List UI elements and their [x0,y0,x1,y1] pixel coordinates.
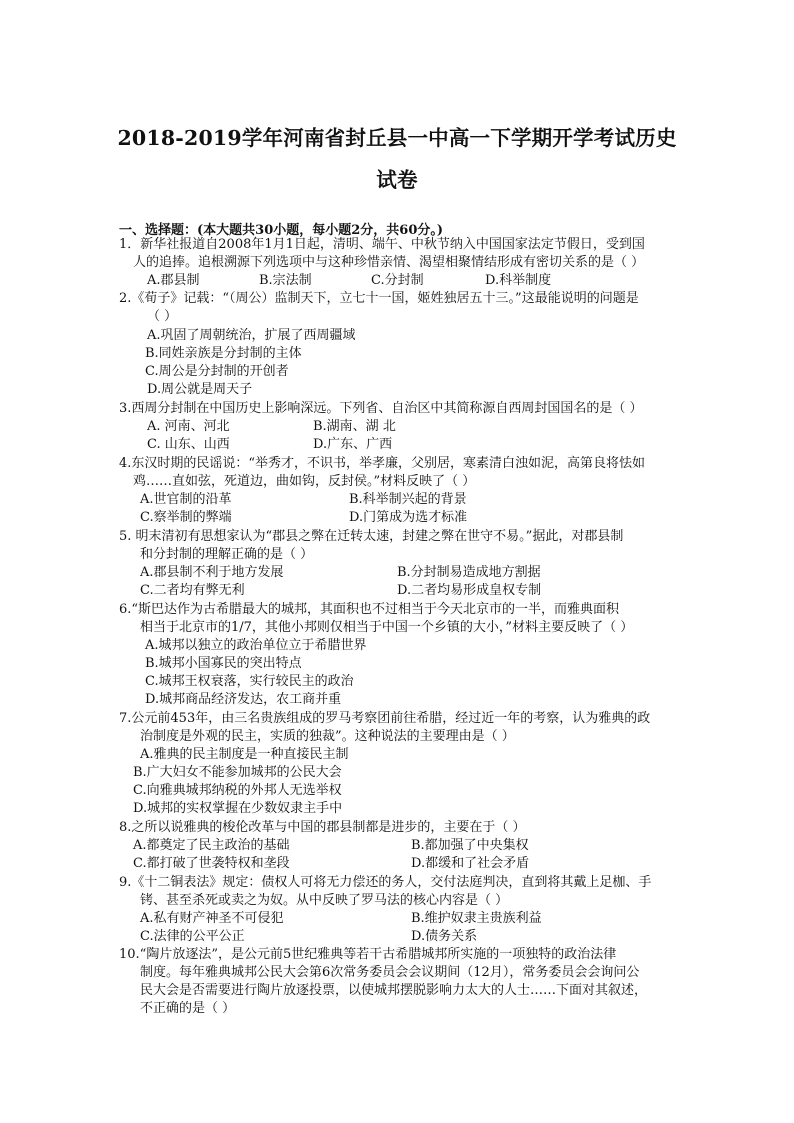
question-4-option-a: A.世官制的沿革 [140,492,232,507]
question-6-option-a: A.城邦以独立的政治单位立于希腊世界 [145,638,367,653]
question-8-option-d: D.都缓和了社会矛盾 [411,856,530,871]
exam-title-line2: 试卷 [376,168,418,192]
question-5-line-2: 和分封制的理解正确的是（ ） [140,547,314,562]
question-3-option-c: C. 山东、山西 [147,437,230,452]
question-6-option-d: D.城邦商品经济发达，农工商并重 [145,692,342,707]
question-9-option-a: A.私有财产神圣不可侵犯 [140,911,284,926]
question-6-line-1: 6.“斯巴达作为古希腊最大的城邦，其面积也不过相当于今天北京市的一半，而雅典面积 [119,602,620,617]
question-4-option-d: D.门第成为选才标准 [349,510,468,525]
question-3-option-d: D.广东、广西 [313,437,393,452]
question-2-line-1: 2.《荀子》记载：“（周公）监制天下，立七十一国，姬姓独居五十三。”这最能说明的问题是 [119,291,639,306]
question-4-option-b: B.科举制兴起的背景 [349,492,467,507]
question-6-option-c: C.城邦王权衰落，实行较民主的政治 [145,674,354,689]
question-4-option-c: C.察举制的弊端 [140,510,232,525]
question-1-line-2: 人的追捧。追根溯源下列选项中与这种珍惜亲情、渴望相聚情结形成有密切关系的是（ ） [133,255,645,270]
question-2-option-a: A.巩固了周朝统治，扩展了西周疆域 [147,328,356,343]
question-5-option-b: B.分封制易造成地方割据 [397,565,541,580]
question-1-option-a: A.郡县制 [147,273,200,288]
question-9-line-2: 铐、甚至杀死或卖之为奴。从中反映了罗马法的核心内容是（ ） [140,893,509,908]
question-3-line-1: 3.西周分封制在中国历史上影响深远。下列省、自治区中其简称源自西周封国国名的是（ ） [119,401,643,416]
question-10-line-4: 不正确的是（ ） [140,1001,236,1016]
question-1-option-c: C.分封制 [371,273,424,288]
question-6-option-b: B.城邦小国寡民的突出特点 [145,656,302,671]
question-1-option-b: B.宗法制 [259,273,312,288]
question-10-line-1: 10.“陶片放逐法”，是公元前5世纪雅典等若干古希腊城邦所实施的一项独特的政治法律 [119,947,617,962]
question-7-option-d: D.城邦的实权掌握在少数奴隶主手中 [133,801,343,816]
question-7-option-b: B.广大妇女不能参加城邦的公民大会 [133,765,342,780]
question-7-line-1: 7.公元前453年，由三名贵族组成的罗马考察团前往希腊，经过近一年的考察，认为雅典的政 [119,711,651,726]
question-4-line-1: 4.东汉时期的民谣说：“举秀才，不识书，举孝廉，父别居，寒素清白浊如泥，高第良将怯如 [119,456,646,471]
question-9-option-b: B.维护奴隶主贵族利益 [411,911,542,926]
question-5-option-c: C.二者均有弊无利 [140,583,245,598]
question-2-option-c: C.周公是分封制的开创者 [145,364,289,379]
section-heading: 一、选择题：(本大题共30小题，每小题2分，共60分。) [119,223,444,238]
question-9-line-1: 9.《十二铜表法》规定：债权人可将无力偿还的务人，交付法庭判决，直到将其戴上足枷、手 [119,875,652,890]
question-2-line-2: （ ） [147,309,178,324]
question-7-option-a: A.雅典的民主制度是一种直接民主制 [140,747,349,762]
question-5-option-d: D.二者均易形成皇权专制 [397,583,542,598]
question-8-option-b: B.都加强了中央集权 [411,838,529,853]
question-1-option-d: D.科举制度 [485,273,552,288]
question-8-option-c: C.都打破了世袭特权和垄段 [133,856,290,871]
question-2-option-d: D.周公就是周天子 [147,382,253,397]
question-5-option-a: A.郡县制不利于地方发展 [140,565,284,580]
question-3-option-b: B.湖南、湖 北 [313,419,396,434]
question-2-option-b: B.同姓亲族是分封制的主体 [145,346,302,361]
question-3-option-a: A. 河南、河北 [147,419,230,434]
question-8-option-a: A.都奠定了民主政治的基础 [133,838,290,853]
question-4-line-2: 鸡……直如弦，死道边，曲如钩，反封侯。”材料反映了（ ） [133,474,476,489]
question-7-line-2: 治制度是外观的民主，实质的独裁”。这种说法的主要理由是（ ） [140,729,515,744]
question-10-line-2: 制度。每年雅典城邦公民大会第6次常务委员会会议期间（12月），常务委员会会询问公 [140,965,640,980]
question-6-line-2: 相当于北京市的1/7，其他小邦则仅相当于中国一个乡镇的大小，”材料主要反映了（ ） [140,620,634,635]
question-5-line-1: 5. 明末清初有思想家认为“郡县之弊在迁转太速，封建之弊在世守不易。”据此，对郡县制 [119,529,624,544]
question-1-line-1: 1．新华社报道自2008年1月1日起，清明、端午、中秋节纳入中国国家法定节假日，受到国 [119,237,645,252]
question-10-line-3: 民大会是否需要进行陶片放逐投票，以使城邦摆脱影响力太大的人士……下面对其叙述， [140,983,648,998]
question-9-option-c: C.法律的公平公正 [140,929,245,944]
question-9-option-d: D.债务关系 [411,929,478,944]
exam-title-line1: 2018-2019学年河南省封丘县一中高一下学期开学考试历史 [117,126,677,150]
question-7-option-c: C.向雅典城邦纳税的外邦人无选举权 [133,783,342,798]
question-8-line-1: 8.之所以说雅典的梭伦改革与中国的郡县制都是进步的，主要在于（ ） [119,820,526,835]
